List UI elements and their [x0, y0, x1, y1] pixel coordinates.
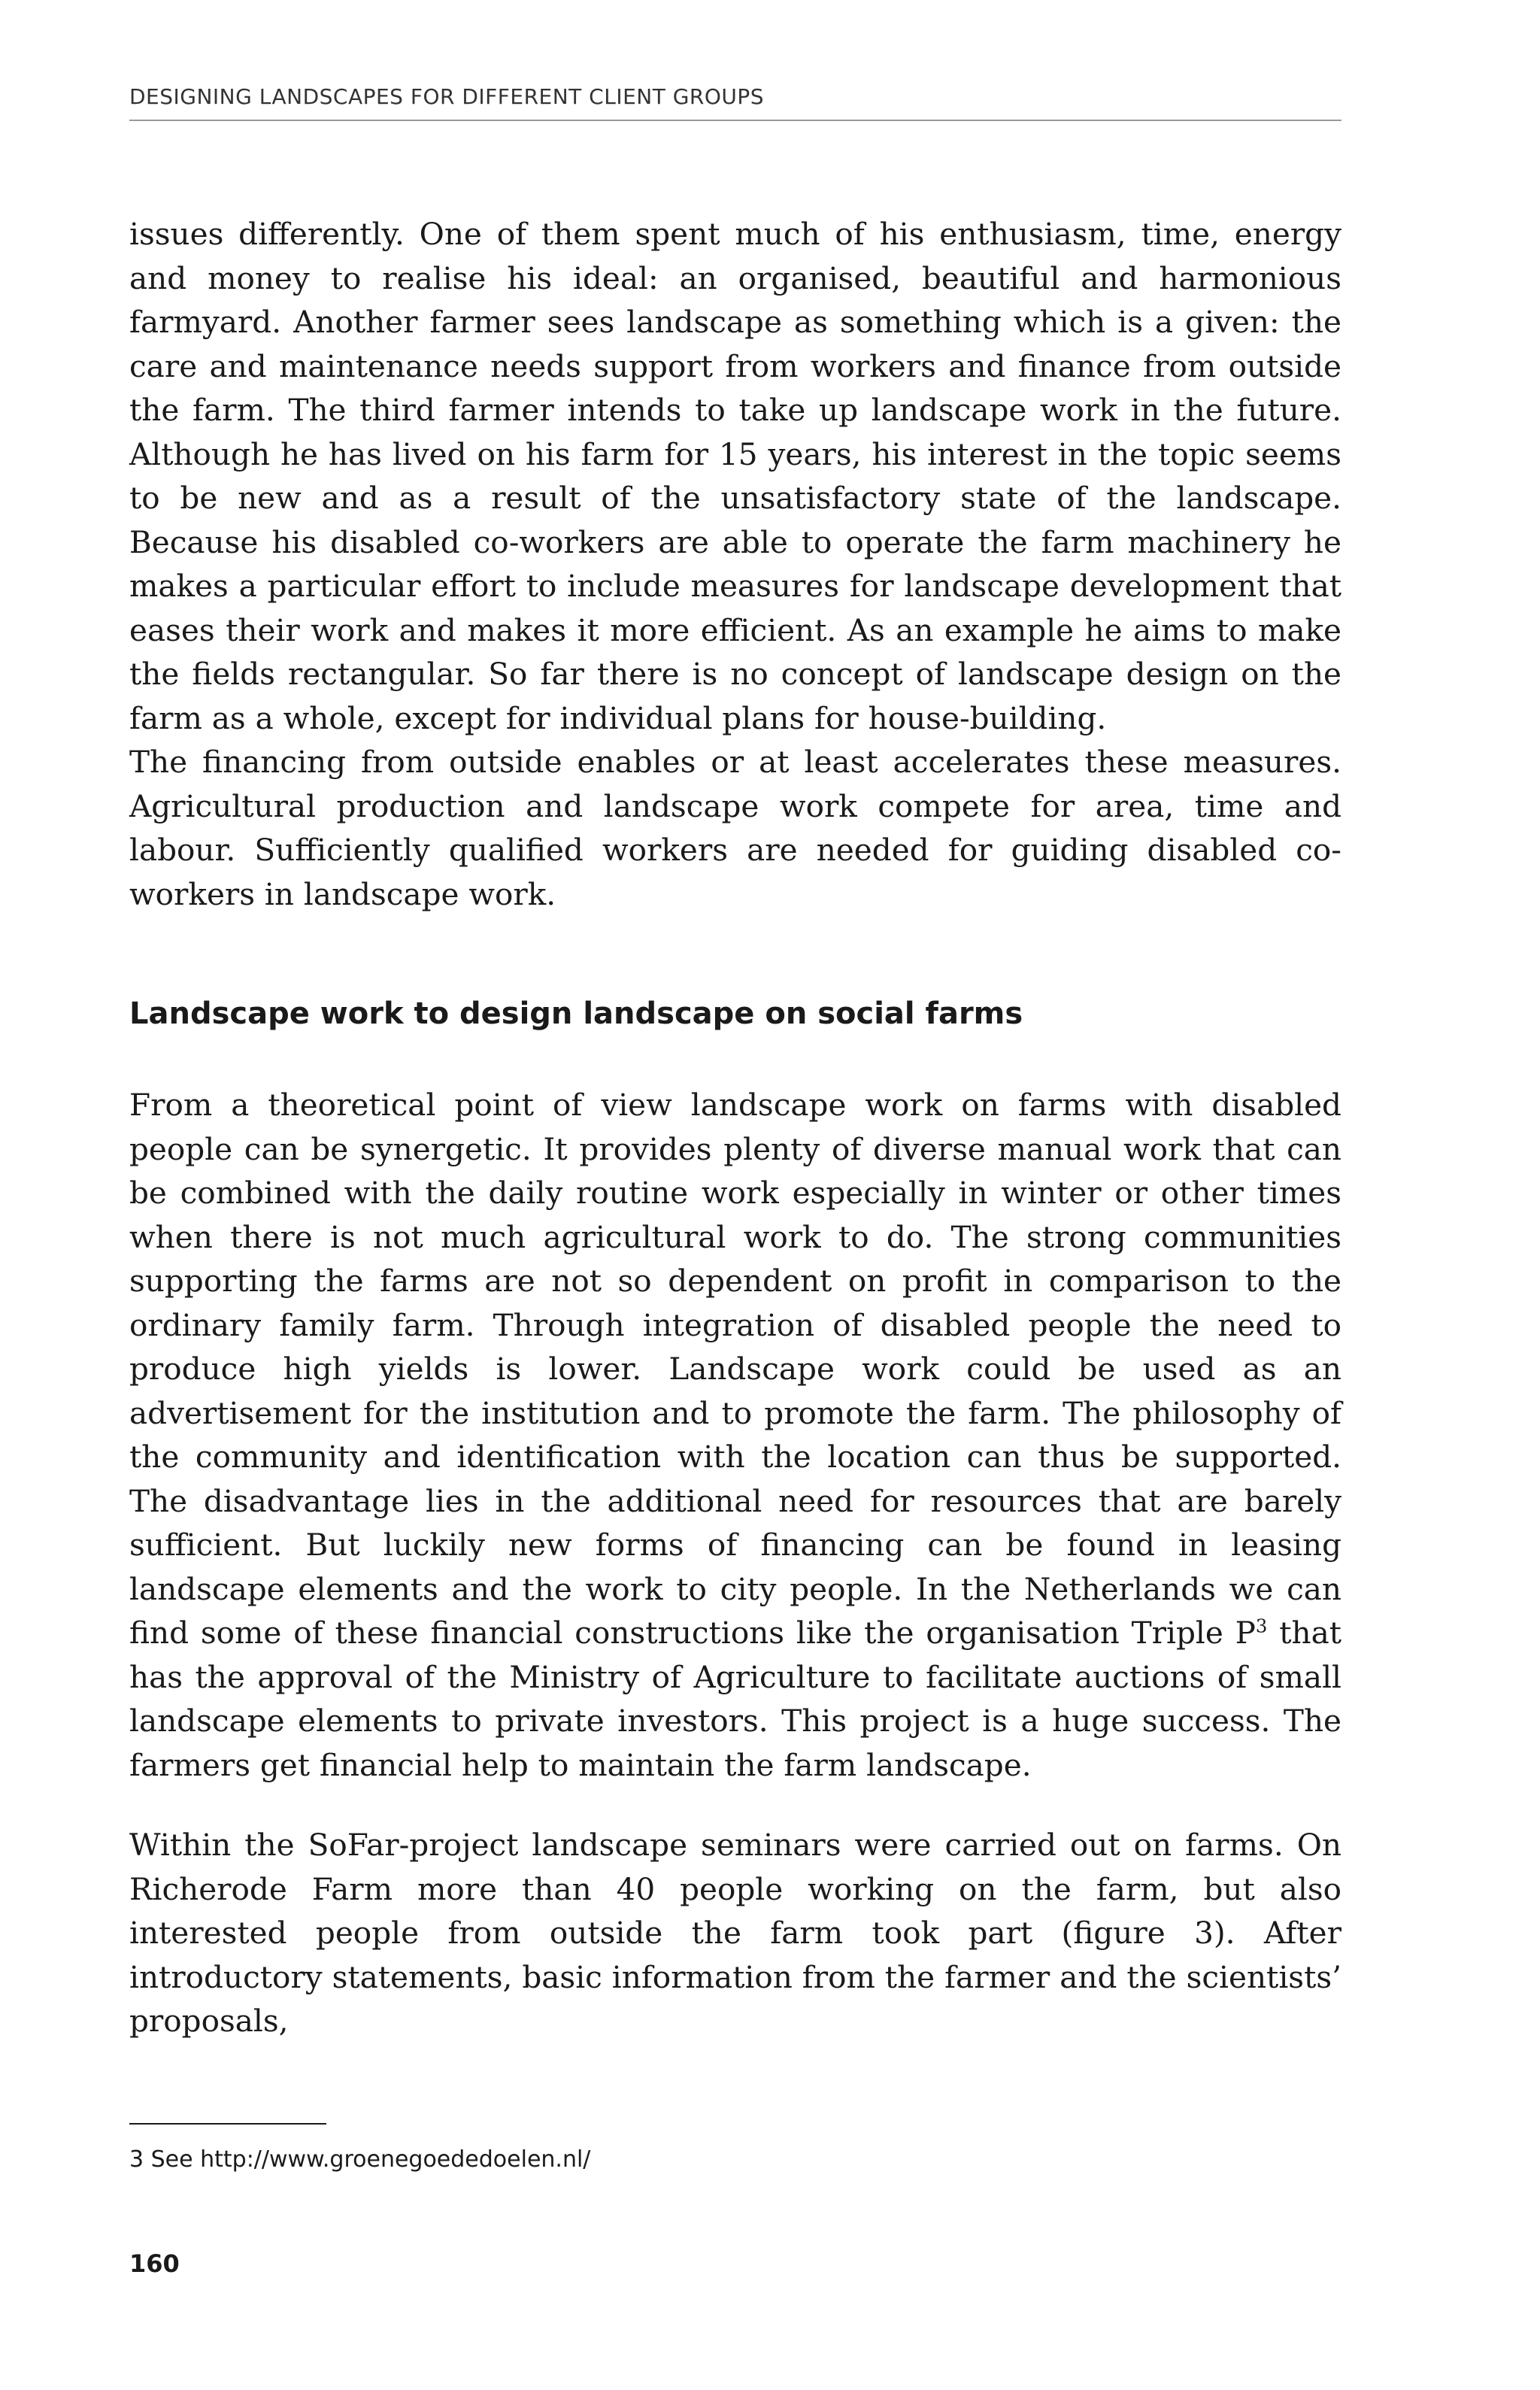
paragraph: [129, 1083, 1341, 1787]
page-number: 160: [129, 2249, 180, 2278]
running-head: DESIGNING LANDSCAPES FOR DIFFERENT CLIENT GROUPS: [129, 84, 1341, 121]
paragraph-text: that has the approval of the Ministry of Agriculture to facilitate auctions of small landscape elements to private investors. This project is a huge success. The farmers get financial help to maintain the farm landscape.: [129, 1615, 1342, 1783]
paragraph: Within the SoFar-project landscape seminars were carried out on farms. On Richerode Farm more than 40 people working on the farm, but also interested people from outside the farm took part (figure 3). After introductory statements, basic information from the farmer and the scientists’ proposals,: [129, 1827, 1341, 2039]
footnote-marker[interactable]: 3: [1255, 1615, 1268, 1637]
section-body: [129, 1083, 1341, 1787]
paragraph-text: From a theoretical point of view landscape work on farms with disabled people can be synergetic. It provides plenty of diverse manual work that can be combined with the daily routine work especially in winter or other times when there is not much agricultural work to do. The strong communities supporting the farms are not so dependent on profit in comparison to the ordinary family farm. Through integration of disabled people the need to produce high yields is lower. Landscape work could be used as an advertisement for the institution and to promote the farm. The philosophy of the community and identification with the location can thus be supported. The disadvantage lies in the additional need for resources that are barely sufficient. But luckily new forms of financing can be found in leasing landscape elements and the work to city people. In the Netherlands we can find some of these financial constructions like the organisation Triple P: [129, 1087, 1341, 1651]
paragraph: The financing from outside enables or at least accelerates these measures. Agricultural production and landscape work compete for area, time and labour. Sufficiently qualified workers are needed for guiding disabled co-workers in landscape work.: [129, 744, 1341, 912]
footnote: 3 See http://www.groenegoededoelen.nl/: [129, 2146, 591, 2173]
footnote-divider: [129, 2123, 326, 2125]
body-top: [129, 212, 1341, 916]
section-heading: Landscape work to design landscape on social farms: [129, 996, 1023, 1031]
section-body-2: [129, 1823, 1341, 2043]
paragraph: issues differently. One of them spent much of his enthusiasm, time, energy and money to realise his ideal: an organised, beautiful and harmonious farmyard. Another farmer sees landscape as something which is a given: the care and maintenance needs support from workers and finance from outside the farm. The third farmer intends to take up landscape work in the future. Although he has lived on his farm for 15 years, his interest in the topic seems to be new and as a result of the unsatisfactory state of the landscape. Because his disabled co-workers are able to operate the farm machinery he makes a particular effort to include measures for landscape development that eases their work and makes it more efficient. As an example he aims to make the fields rectangular. So far there is no concept of landscape design on the farm as a whole, except for individual plans for house-building.: [129, 216, 1341, 736]
